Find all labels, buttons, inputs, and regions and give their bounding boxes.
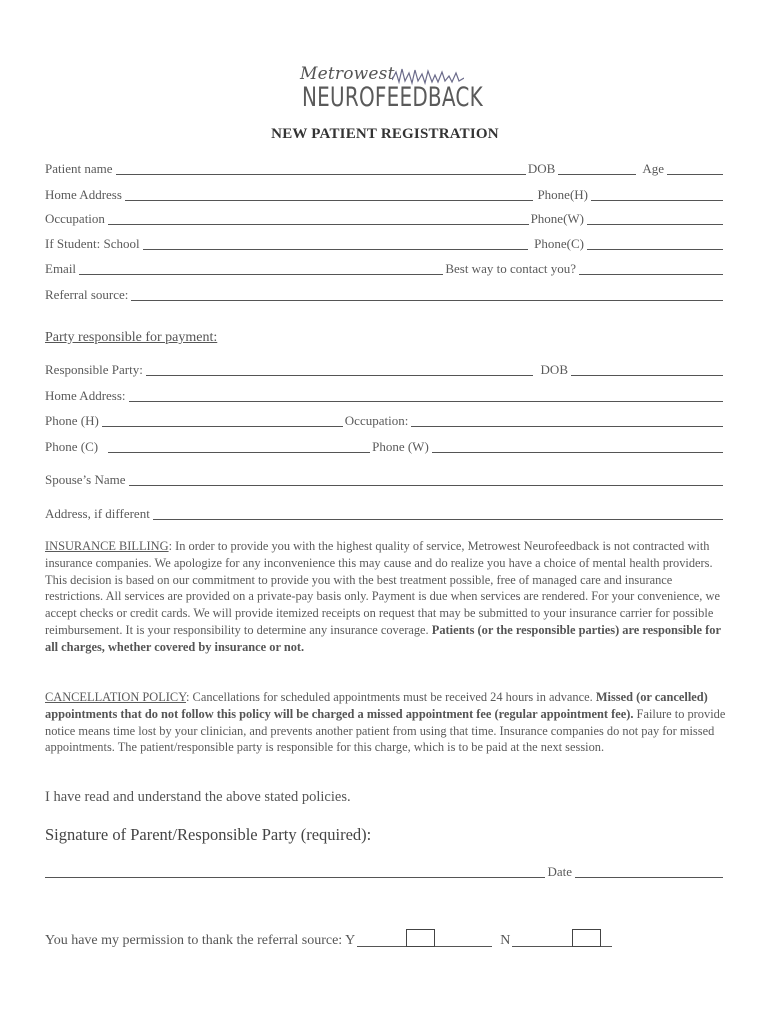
- page-title: NEW PATIENT REGISTRATION: [271, 126, 499, 142]
- referral-row: [45, 285, 725, 303]
- phone-h-label: Phone(H): [537, 187, 588, 202]
- payment-phone-c-label: Phone (C): [45, 439, 99, 454]
- signature-date-label: Date: [547, 864, 572, 879]
- payment-phone-h-label: Phone (H): [45, 413, 99, 428]
- payment-address-field[interactable]: [129, 388, 723, 402]
- cancellation-policy-text-2: Failure to provide notice means time lost by your clinician, and prevents another patient from using that time. Insurance companies do not pay for missed appointments. The patient/responsible party is responsible for this charge, which is to be paid at the next session.: [45, 706, 726, 755]
- payment-phone-w-label: Phone (W): [372, 439, 429, 454]
- payment-phone-h-row: [45, 411, 725, 429]
- permission-yes-checkbox[interactable]: [406, 929, 435, 947]
- occupation-field[interactable]: [108, 211, 529, 225]
- dob-label: DOB: [527, 161, 556, 176]
- home-address-row: [45, 185, 725, 203]
- responsible-dob-field[interactable]: [571, 362, 723, 376]
- dob-field[interactable]: [558, 161, 636, 175]
- cancellation-policy-text-1: : Cancellations for scheduled appointments must be received 24 hours in advance.: [186, 690, 596, 704]
- email-row: [45, 259, 725, 277]
- signature-field[interactable]: [45, 864, 545, 878]
- payment-phone-h-field[interactable]: [102, 413, 343, 427]
- contact-field[interactable]: [579, 261, 723, 275]
- signature-date-field[interactable]: [575, 864, 723, 878]
- patient-name-label: Patient name: [45, 161, 113, 176]
- email-field[interactable]: [79, 261, 443, 275]
- home-address-label: Home Address: [45, 187, 122, 202]
- phone-c-label: Phone(C): [534, 236, 584, 251]
- insurance-billing-heading: INSURANCE BILLING: [45, 539, 169, 553]
- spouse-name-label: Spouse’s Name: [45, 472, 126, 487]
- patient-name-field[interactable]: [116, 161, 526, 175]
- responsible-party-label: Responsible Party:: [45, 362, 143, 377]
- logo-script-text: Metrowest: [300, 64, 395, 84]
- phone-w-label: Phone(W): [530, 211, 584, 226]
- permission-no-label: N: [500, 933, 511, 948]
- responsible-party-field[interactable]: [146, 362, 533, 376]
- age-field[interactable]: [667, 161, 723, 175]
- payment-phone-c-row: [45, 437, 725, 455]
- referral-permission-label: You have my permission to thank the referral source: Y: [45, 933, 356, 948]
- referral-permission-row: [45, 929, 645, 949]
- phone-c-field[interactable]: [587, 236, 723, 250]
- school-row: [45, 234, 725, 252]
- age-label: Age: [642, 161, 664, 176]
- occupation-label: Occupation: [45, 211, 105, 226]
- payment-address-row: [45, 386, 725, 404]
- cancellation-policy-heading: CANCELLATION POLICY: [45, 690, 187, 704]
- school-field[interactable]: [143, 236, 529, 250]
- school-label: If Student: School: [45, 236, 140, 251]
- phone-h-field[interactable]: [591, 187, 723, 201]
- insurance-billing-text: : In order to provide you with the highest quality of service, Metrowest Neurofeedback is not contracted with insurance companies. We apologize for any inconvenience this may cause and do realize you have a choice of mental health providers. This decision is based on our commitment to provide you with the best treatment possible, free of managed care and insurance restrictions. All services are provided on a private-pay basis only. Payment is due when services are rendered. For your convenience, we accept checks or credit cards. We will provide itemized receipts on request that may be submitted to your insurance carrier for possible reimbursement. It is your responsibility to determine any insurance coverage.: [45, 539, 720, 637]
- signature-row: [45, 862, 725, 880]
- logo-wordmark: NEUROFEEDBACK: [302, 82, 483, 113]
- patient-name-row: [45, 159, 725, 177]
- responsible-dob-label: DOB: [540, 362, 568, 377]
- payment-occupation-label: Occupation:: [344, 413, 409, 428]
- referral-field[interactable]: [131, 287, 723, 301]
- insurance-billing-paragraph: [45, 538, 727, 656]
- insurance-billing-bold-text: Patients (or the responsible parties) are responsible for all charges, whether covered by insurance or not.: [45, 622, 721, 654]
- payment-address-label: Home Address:: [45, 388, 126, 403]
- occupation-row: [45, 209, 725, 227]
- contact-label: Best way to contact you?: [445, 261, 576, 276]
- address-different-label: Address, if different: [45, 506, 150, 521]
- permission-no-checkbox[interactable]: [572, 929, 601, 947]
- spouse-name-field[interactable]: [129, 472, 723, 486]
- responsible-party-row: [45, 360, 725, 378]
- payment-phone-w-field[interactable]: [432, 439, 723, 453]
- cancellation-policy-paragraph: [45, 689, 727, 756]
- phone-w-field[interactable]: [587, 211, 723, 225]
- email-label: Email: [45, 261, 77, 276]
- home-address-field[interactable]: [125, 187, 534, 201]
- payment-section-heading: Party responsible for payment:: [45, 330, 218, 345]
- payment-occupation-field[interactable]: [411, 413, 723, 427]
- referral-label: Referral source:: [45, 287, 129, 302]
- payment-phone-c-field[interactable]: [108, 439, 370, 453]
- address-different-field[interactable]: [153, 506, 723, 520]
- address-different-row: [45, 504, 725, 522]
- signature-heading: Signature of Parent/Responsible Party (required):: [45, 825, 372, 844]
- spouse-row: [45, 470, 725, 488]
- policy-acknowledgement: I have read and understand the above stated policies.: [45, 789, 351, 805]
- cancellation-policy-bold-text: Missed (or cancelled) appointments that do not follow this policy will be charged a missed appointment fee (regular appointment fee).: [45, 690, 708, 721]
- metrowest-neurofeedback-logo: [300, 64, 483, 124]
